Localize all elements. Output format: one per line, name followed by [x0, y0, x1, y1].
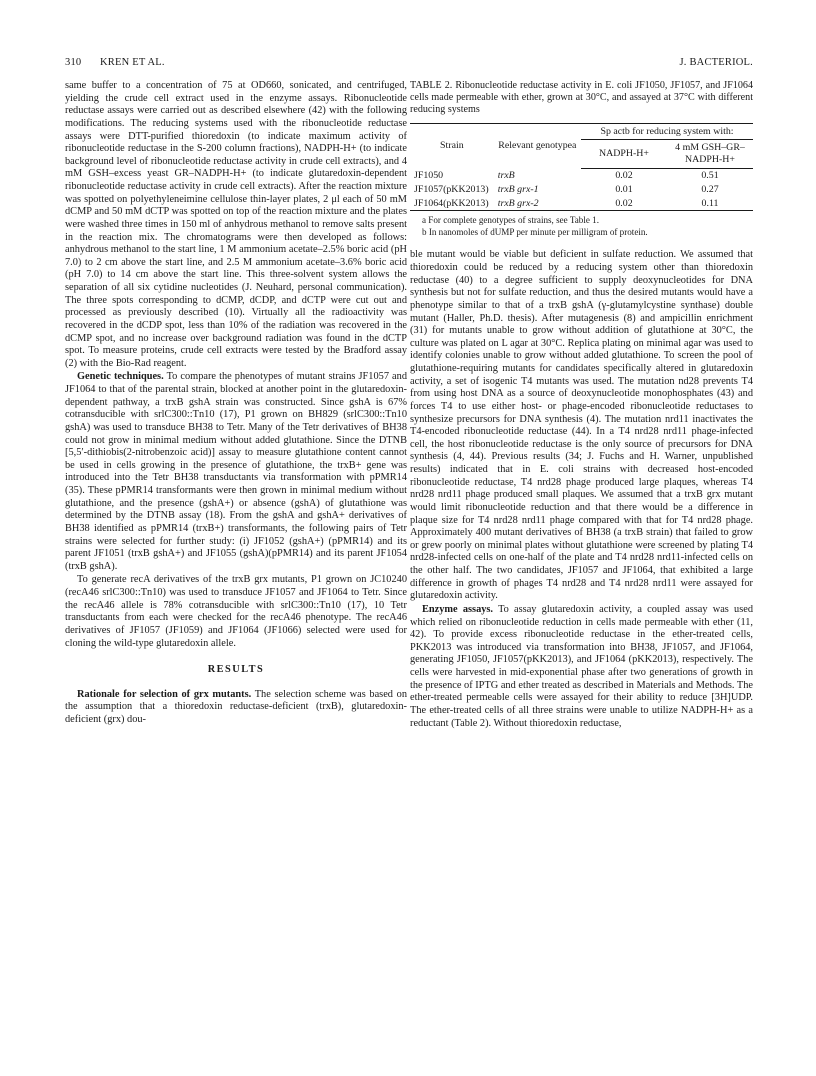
- table-row: [410, 197, 753, 211]
- results-heading: RESULTS: [207, 664, 265, 676]
- table-row: [410, 169, 753, 183]
- cell-strain: JF1064(pKK2013): [410, 197, 494, 211]
- left-column: [65, 80, 407, 727]
- rationale-heading: Rationale for selection of grx mutants.: [77, 688, 252, 700]
- column-header-gsh-gr-nadph: 4 mM GSH–GR–NADPH-H+: [667, 140, 753, 169]
- footnote-b: b In nanomoles of dUMP per minute per milligram of protein.: [422, 227, 648, 238]
- cell-gsh: 0.51: [701, 170, 719, 181]
- running-head-authors: KREN ET AL.: [100, 57, 165, 68]
- right-column: [410, 80, 753, 730]
- enzyme-assays-heading: Enzyme assays.: [422, 603, 494, 615]
- reca-paragraph: To generate recA derivatives of the trxB grx mutants, P1 grown on JC10240 (recA46 srlC300::Tn10) was used to transduce JF1057 and JF1064 to Tetr. Since the recA46 allele is 78% cotransducible with srlC300::Tn10 (17), 10 Tetr transductants from each were checked for the recA46 phenotype. The recA46 derivatives of JF1057 (JF1059) and JF1064 (JF1066) selected were used for cloning the wild-type glutaredoxin allele.: [65, 574, 407, 649]
- table-footnotes: [410, 215, 753, 238]
- genetic-techniques-paragraph: [65, 371, 407, 573]
- footnote-a: a For complete genotypes of strains, see Table 1.: [422, 215, 599, 226]
- cell-nadph: 0.02: [581, 197, 667, 211]
- rationale-text: The selection scheme was based on the assumption that a thioredoxin reductase-deficient (trxB), glutaredoxin-deficient (grx) dou-: [65, 688, 408, 725]
- cell-genotype: trxB: [497, 169, 515, 181]
- table-row: [410, 183, 753, 197]
- cell-strain: JF1057(pKK2013): [414, 183, 489, 195]
- cell-genotype: trxB grx-1: [497, 183, 539, 195]
- genetic-techniques-heading: Genetic techniques.: [77, 371, 164, 383]
- genetic-techniques-text: To compare the phenotypes of mutant strains JF1057 and JF1064 to that of the parental strain, blocked at another point in the glutaredoxin-dependent pathway, a trxB gshA strain was constructed. Since gshA is 67% cotransducible with srlC300::Tn10 (17), P1 grown on BH829 (srlC300::Tn10 gshA) was used to transduce BH38 to Tetr. Many of the Tetr derivatives of BH38 could not grow in minimal medium without added glutathione. Since the DTNB [5,5′-dithiobis(2-nitrobenzoic acid)] assay to measure glutathione content cannot be used in cells growing in the presence of glutathione, the trxB+ gene was introduced into the Tetr BH38 transductants via transformation with pPMR14 (35). These pPMR14 transformants were then grown in minimal medium without glutathione, and the presence (gshA+) or absence (gshA) of glutathione was determined by the DTNB assay (18). From the gshA and gshA+ derivatives of BH38 identified as pPMR14 (trxB+) transformants, the following pairs of Tetr strains were selected for further study: (i) JF1052 (gshA+) (pPMR14) and its parent JF1051 (trxB gshA+) and JF1055 (gshA)(pPMR14) and its parent JF1054 (trxB gshA).: [65, 371, 407, 572]
- methods-paragraph: same buffer to a concentration of 75 at OD660, sonicated, and centrifuged, yielding the crude cell extract used in the enzyme assays. Ribonucleotide reductase assays were carried out as described elsewhere (42) with the following modifications. The reducing systems used with the ribonucleotide reductase assays were DTT-purified thioredoxin (to indicate maximum activity of ribonucleotide reductase in the S-200 column fractions), NADPH-H+ (to indicate background level of ribonucleotide reductase activity in crude cell extracts), and 4 mM GSH–excess yeast GR–NADPH-H+ (to indicate glutaredoxin-dependent ribonucleotide reductase activity in crude cell extracts). After the reaction mixture was spotted on polyethyleneimine cellulose thin-layer plates, 2 μl each of 50 mM dCMP and 50 mM dCTP was spotted on top of the reaction mixture and the plates were washed three times in 150 ml of anhydrous methanol to remove salts present in the reaction mix. The chromatograms were then developed as follows: anhydrous methanol to the start line, 1 M ammonium acetate–2.5% boric acid (pH 7.0) to 2 cm above the start line, and 2.5 M ammonium acetate–3.6% boric acid (pH 7.0) to 14 cm above the start line. This three-solvent system allows the separation of all six cytidine nucleotides (J. Neuhard, personal communication). The three spots corresponding to dCMP, dCDP, and dCTP were cut out and processed as previously described (10). Virtually all the radioactivity was recovered in the dCDP spot, less than 10% of the radiation was recovered in the dCMP spot, and no increase over background radiation was found in the dCTP spot. To measure proteins, crude cell extracts were tested by the Bradford assay (2) with the Bio-Rad reagent.: [65, 80, 407, 369]
- cell-nadph: 0.01: [615, 183, 633, 195]
- cell-gsh: 0.27: [701, 183, 719, 195]
- column-header-genotype: Relevant genotypea: [494, 123, 581, 168]
- right-body: [410, 249, 753, 730]
- column-header-sp-act: Sp actb for reducing system with:: [581, 123, 753, 140]
- page-number: 310: [65, 57, 82, 68]
- table-2-caption: TABLE 2. Ribonucleotide reductase activity in E. coli JF1050, JF1057, and JF1064 cells made permeable with ether, grown at 30°C, and assayed at 37°C with different reducing systems: [410, 80, 753, 116]
- column-header-strain: Strain: [410, 123, 494, 168]
- column-header-nadph: NADPH-H+: [581, 140, 667, 169]
- cell-nadph: 0.02: [615, 170, 633, 181]
- table-2: [410, 123, 753, 212]
- enzyme-assays-text: To assay glutaredoxin activity, a coupled assay was used which relied on ribonucleotide reduction in cells made permeable with ether (11, 42). To provide excess ribonucleotide reductase in the ether-treated cells, PKK2013 was introduced via transformation into BH38, JF1057, and JF1064, generating JF1050, JF1057(pKK2013), and JF1064 (pKK2013), respectively. The cells were harvested in mid-exponential phase after two generations of growth in the presence of IPTG and ether treated as described in Materials and Methods. The ether-treated permeable cells were assayed for their ability to reduce [3H]UDP. The ether-treated cells of all three strains were unable to utilize NADPH-H+ as a reductant (Table 2). Without thioredoxin reductase,: [410, 603, 753, 729]
- running-head-journal: J. BACTERIOL.: [679, 57, 753, 68]
- selection-paragraph: ble mutant would be viable but deficient in sulfate reduction. We assumed that thioredoxin could be reduced by a reducing system other than thioredoxin reductase (40) to a degree sufficient to supply deoxynucleotides for DNA synthesis but not for sulfate reduction, and thus the desired mutants would have a phenotype similar to that of a trxB gshA (γ-glutamylcystine synthase) double mutant (Haller, Ph.D. thesis). After mutagenesis (8) and ampicillin enrichment (31) for mutants unable to grow without addition of glutathione at 30°C, the culture was plated on L agar at 30°C. Replica plating on minimal agar was used to identify colonies unable to grow without added glutathione. To screen the pool of glutathione-requiring mutants for candidates specifically altered in glutaredoxin activity, a set of isogenic T4 mutants was used. The mutation nd28 prevents T4 from using host DNA as a source of deoxynucleotide monophosphates (43) and forces T4 to use either host- or phage-encoded ribonucleotide reductases to synthesize precursors for DNA synthesis (4). The mutation nrd11 inactivates the T4-encoded ribonucleotide reductase (44). In a T4 nrd28 nrd11 phage-infected cell, the host ribonucleotide reductase is the only source of precursors for DNA synthesis (4, 44). Previous results (34; J. Fuchs and H. Warner, unpublished results) indicated that in E. coli strains with decreased host-encoded ribonucleotide reductase, T4 nrd28 phage produced large plaques, whereas T4 nrd28 nrd11 phage produced small plaques. We assumed that a trxB grx mutant would limit ribonucleotide reduction and that there would be a difference in plaque size for T4 nrd28 nrd11 phage compared with that for T4 nrd28 phage. Approximately 400 mutant derivatives of BH38 (a trxB strain) that failed to grow or grew poorly on minimal plates without glutathione were screened by plating T4 nrd28-infected cells on one-half of the plate and T4 nrd28 nrd11-infected cells on the other half. The two candidates, JF1057 and JF1064, that exhibited a large difference in growth of phages T4 nrd28 and T4 nrd28 nrd11 were assayed for glutaredoxin activity.: [410, 249, 753, 602]
- rationale-paragraph: [65, 689, 407, 727]
- enzyme-assays-paragraph: [410, 604, 753, 730]
- cell-gsh: 0.11: [667, 197, 753, 211]
- cell-strain: JF1050: [414, 169, 444, 181]
- cell-genotype: trxB grx-2: [494, 197, 581, 211]
